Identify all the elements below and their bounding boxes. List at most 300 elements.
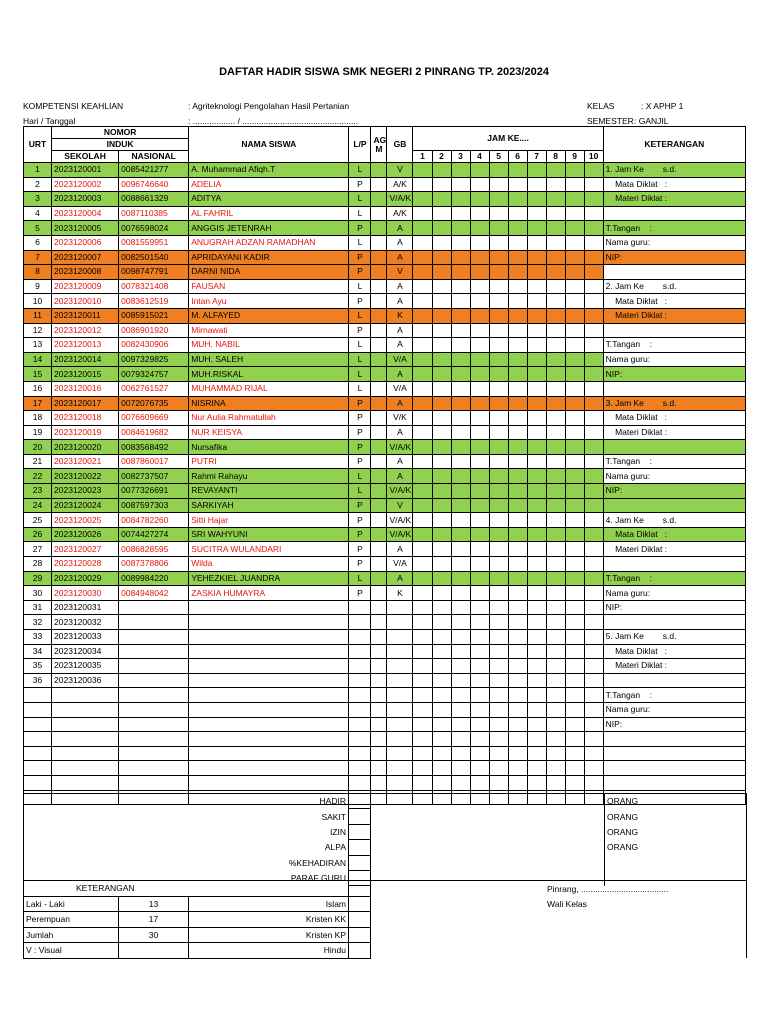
keterangan-cell: 5. Jam Ke s.d. — [603, 630, 745, 645]
jam-cell — [489, 484, 508, 499]
jam-cell — [451, 163, 470, 178]
keterangan-cell: NIP: — [603, 484, 745, 499]
gender-cell: P — [349, 396, 371, 411]
sekolah-number: 2023120016 — [52, 381, 119, 396]
table-row — [24, 250, 746, 265]
jam-cell — [565, 338, 584, 353]
jam-cell — [432, 644, 451, 659]
jam-cell — [470, 513, 489, 528]
nasional-number — [119, 630, 189, 645]
row-number — [24, 688, 52, 703]
jam-cell — [489, 571, 508, 586]
jam-cell — [565, 352, 584, 367]
gender-cell: P — [349, 294, 371, 309]
jam-cell — [527, 732, 546, 747]
jam-cell — [508, 279, 527, 294]
sekolah-number: 2023120019 — [52, 425, 119, 440]
jam-cell — [565, 469, 584, 484]
table-row — [24, 527, 746, 542]
jam-cell — [451, 630, 470, 645]
jam-cell — [413, 688, 432, 703]
jam-cell — [451, 411, 470, 426]
jam-cell — [546, 440, 565, 455]
jam-cell — [451, 600, 470, 615]
gb-cell: V/A/K — [387, 484, 413, 499]
sekolah-number: 2023120008 — [52, 265, 119, 280]
jam-cell — [451, 702, 470, 717]
jam-cell — [565, 367, 584, 382]
jam-cell — [470, 630, 489, 645]
jam-cell — [546, 265, 565, 280]
jam-cell — [432, 469, 451, 484]
jam-cell — [565, 396, 584, 411]
row-number: 19 — [24, 425, 52, 440]
sekolah-number: 2023120012 — [52, 323, 119, 338]
table-row — [24, 440, 746, 455]
jam-cell — [565, 265, 584, 280]
sekolah-number: 2023120031 — [52, 600, 119, 615]
jam-cell — [470, 557, 489, 572]
sekolah-number: 2023120001 — [52, 163, 119, 178]
agama-cell — [371, 308, 387, 323]
jam-cell — [584, 411, 603, 426]
jam-cell — [432, 484, 451, 499]
nasional-number: 0086901920 — [119, 323, 189, 338]
row-number: 20 — [24, 440, 52, 455]
sekolah-number: 2023120020 — [52, 440, 119, 455]
jam-cell — [565, 484, 584, 499]
jam-cell — [432, 308, 451, 323]
jam-cell — [413, 206, 432, 221]
jam-cell — [470, 571, 489, 586]
jam-cell — [470, 542, 489, 557]
jam-cell — [470, 367, 489, 382]
agama-cell — [371, 600, 387, 615]
jam-cell — [527, 513, 546, 528]
jam-cell — [584, 250, 603, 265]
jam-cell — [451, 717, 470, 732]
jam-cell — [508, 294, 527, 309]
keterangan-cell: Mata Diklat : — [603, 177, 745, 192]
keterangan-cell: T.Tangan : — [603, 221, 745, 236]
sekolah-number: 2023120033 — [52, 630, 119, 645]
student-name: MUH. SALEH — [189, 352, 349, 367]
row-number: 9 — [24, 279, 52, 294]
gb-cell: V/A/K — [387, 440, 413, 455]
student-name: APRIDAYANI KADIR — [189, 250, 349, 265]
gender-cell: P — [349, 527, 371, 542]
jam-cell — [565, 761, 584, 776]
table-row — [24, 732, 746, 747]
agama-cell — [371, 279, 387, 294]
keterangan-cell — [603, 615, 745, 630]
gender-cell: L — [349, 279, 371, 294]
jam-cell — [432, 498, 451, 513]
nasional-number: 0082737507 — [119, 469, 189, 484]
jam-cell — [413, 557, 432, 572]
jam-cell — [527, 235, 546, 250]
notes-spacer — [371, 840, 605, 855]
jam-cell — [546, 294, 565, 309]
table-row — [24, 206, 746, 221]
sekolah-number: 2023120025 — [52, 513, 119, 528]
jam-cell — [527, 673, 546, 688]
jam-cell — [413, 513, 432, 528]
jam-cell — [527, 411, 546, 426]
nasional-number — [119, 615, 189, 630]
gb-cell: A — [387, 571, 413, 586]
sekolah-number: 2023120002 — [52, 177, 119, 192]
summary-row — [24, 896, 747, 912]
jam-cell — [584, 396, 603, 411]
row-number — [24, 717, 52, 732]
jam-cell — [451, 775, 470, 790]
jam-cell — [508, 600, 527, 615]
table-row — [24, 396, 746, 411]
jam-cell — [527, 702, 546, 717]
jam-cell — [432, 294, 451, 309]
jam-cell — [527, 615, 546, 630]
jam-cell — [546, 527, 565, 542]
gender-cell — [349, 746, 371, 761]
jam-cell — [546, 338, 565, 353]
gb-cell: A — [387, 542, 413, 557]
jam-cell — [451, 571, 470, 586]
row-number — [24, 761, 52, 776]
agama-cell — [371, 425, 387, 440]
jam-cell — [451, 746, 470, 761]
sekolah-number: 2023120009 — [52, 279, 119, 294]
jam-cell — [508, 338, 527, 353]
jam-cell — [470, 498, 489, 513]
gb-cell — [387, 717, 413, 732]
table-row — [24, 702, 746, 717]
sekolah-number: 2023120006 — [52, 235, 119, 250]
jam-cell — [565, 381, 584, 396]
jam-cell — [546, 308, 565, 323]
gender-cell: P — [349, 440, 371, 455]
semester-value: : GANJIL — [634, 116, 669, 126]
table-row — [24, 513, 746, 528]
jam-cell — [432, 411, 451, 426]
row-number: 35 — [24, 659, 52, 674]
jam-cell — [584, 221, 603, 236]
sekolah-number: 2023120030 — [52, 586, 119, 601]
nasional-header: NASIONAL — [119, 151, 189, 163]
jam-cell — [470, 425, 489, 440]
gb-cell: V — [387, 163, 413, 178]
row-number: 17 — [24, 396, 52, 411]
jam-cell — [565, 206, 584, 221]
agama-cell — [371, 440, 387, 455]
notes-label: HADIR — [24, 794, 349, 809]
table-row — [24, 323, 746, 338]
agama-cell — [371, 775, 387, 790]
jam-cell — [470, 615, 489, 630]
sekolah-number: 2023120036 — [52, 673, 119, 688]
nasional-number: 0083568492 — [119, 440, 189, 455]
agama-cell — [371, 469, 387, 484]
gb-cell: A — [387, 425, 413, 440]
agama-label: Kristen KK — [189, 912, 349, 928]
jam-cell — [432, 177, 451, 192]
jam-cell — [489, 338, 508, 353]
jam-cell — [527, 600, 546, 615]
student-name — [189, 600, 349, 615]
jam-cell — [470, 702, 489, 717]
jam-cell — [546, 279, 565, 294]
jam-cell — [489, 294, 508, 309]
jam-cell — [489, 688, 508, 703]
notes-label: ALPA — [24, 840, 349, 855]
jam-cell — [451, 367, 470, 382]
gender-cell: L — [349, 381, 371, 396]
nasional-number: 0084619682 — [119, 425, 189, 440]
nasional-number: 0078321408 — [119, 279, 189, 294]
jam-cell — [546, 235, 565, 250]
jam-cell — [546, 761, 565, 776]
jam-cell — [527, 746, 546, 761]
jam-cell — [470, 323, 489, 338]
summary-value — [119, 943, 189, 959]
keterangan-cell: Nama guru: — [603, 586, 745, 601]
nasional-number: 0083612519 — [119, 294, 189, 309]
gb-cell — [387, 630, 413, 645]
agama-cell — [371, 294, 387, 309]
jam-cell — [432, 557, 451, 572]
jam-cell — [413, 308, 432, 323]
gender-cell: L — [349, 469, 371, 484]
sekolah-header: SEKOLAH — [52, 151, 119, 163]
keterangan-cell — [603, 498, 745, 513]
gb-cell: V/A — [387, 381, 413, 396]
gb-cell: V/A/K — [387, 513, 413, 528]
row-number: 27 — [24, 542, 52, 557]
jam-cell — [451, 557, 470, 572]
nomor-header: NOMOR — [52, 127, 189, 139]
jam-cell — [451, 644, 470, 659]
student-name: SARKIYAH — [189, 498, 349, 513]
jam-cell — [470, 396, 489, 411]
jam-cell — [451, 177, 470, 192]
keterangan-cell: NIP: — [603, 367, 745, 382]
jam-cell — [489, 308, 508, 323]
jam-cell — [584, 688, 603, 703]
jam-cell — [546, 732, 565, 747]
jam-cell — [584, 235, 603, 250]
jam-cell — [508, 425, 527, 440]
induk-header: INDUK — [52, 139, 189, 151]
agama-cell — [371, 717, 387, 732]
jam-cell — [584, 440, 603, 455]
student-name — [189, 688, 349, 703]
jam-cell — [432, 323, 451, 338]
sekolah-number: 2023120021 — [52, 454, 119, 469]
jam-col-2: 2 — [432, 151, 451, 163]
gender-cell — [349, 644, 371, 659]
sekolah-number: 2023120005 — [52, 221, 119, 236]
agama-value — [349, 896, 371, 912]
agama-cell — [371, 557, 387, 572]
jam-cell — [432, 688, 451, 703]
student-name: FAUSAN — [189, 279, 349, 294]
jam-cell — [565, 542, 584, 557]
jam-cell — [527, 250, 546, 265]
sekolah-number — [52, 732, 119, 747]
jam-cell — [470, 221, 489, 236]
jam-cell — [584, 630, 603, 645]
jam-cell — [451, 352, 470, 367]
sekolah-number: 2023120023 — [52, 484, 119, 499]
sekolah-number: 2023120010 — [52, 294, 119, 309]
agama-value — [349, 943, 371, 959]
summary-spacer — [349, 881, 371, 897]
notes-value — [349, 840, 371, 855]
nasional-number — [119, 732, 189, 747]
row-number: 8 — [24, 265, 52, 280]
jam-cell — [584, 542, 603, 557]
jam-cell — [432, 513, 451, 528]
notes-unit: ORANG — [605, 809, 747, 824]
jam-cell — [432, 338, 451, 353]
table-row — [24, 586, 746, 601]
jam-cell — [546, 454, 565, 469]
jam-cell — [432, 571, 451, 586]
gb-cell: V — [387, 498, 413, 513]
jam-cell — [413, 600, 432, 615]
summary-row — [24, 912, 747, 928]
jam-cell — [489, 615, 508, 630]
jam-cell — [470, 454, 489, 469]
jam-cell — [584, 367, 603, 382]
sekolah-number: 2023120007 — [52, 250, 119, 265]
gb-cell — [387, 775, 413, 790]
jam-cell — [432, 352, 451, 367]
sekolah-number: 2023120027 — [52, 542, 119, 557]
jam-cell — [584, 323, 603, 338]
agama-cell — [371, 367, 387, 382]
jam-cell — [413, 571, 432, 586]
jam-cell — [508, 542, 527, 557]
sekolah-number: 2023120017 — [52, 396, 119, 411]
jam-cell — [432, 761, 451, 776]
jam-cell — [432, 542, 451, 557]
jam-cell — [508, 615, 527, 630]
gb-cell: K — [387, 586, 413, 601]
notes-value — [349, 824, 371, 839]
jam-cell — [527, 338, 546, 353]
jam-cell — [489, 673, 508, 688]
jam-cell — [489, 352, 508, 367]
keterangan-cell — [603, 557, 745, 572]
notes-unit: ORANG — [605, 824, 747, 839]
jam-cell — [451, 440, 470, 455]
jam-cell — [565, 630, 584, 645]
jam-cell — [413, 527, 432, 542]
kompetensi-value: : Agriteknologi Pengolahan Hasil Pertanian — [188, 101, 350, 111]
jam-cell — [508, 206, 527, 221]
sekolah-number — [52, 746, 119, 761]
jam-cell — [470, 527, 489, 542]
jam-cell — [546, 586, 565, 601]
jam-cell — [432, 425, 451, 440]
row-number: 16 — [24, 381, 52, 396]
agama-cell — [371, 688, 387, 703]
nasional-number: 0081559951 — [119, 235, 189, 250]
jam-cell — [565, 586, 584, 601]
jam-cell — [508, 732, 527, 747]
jam-cell — [489, 557, 508, 572]
jam-cell — [470, 688, 489, 703]
jam-cell — [584, 338, 603, 353]
jam-cell — [413, 250, 432, 265]
agama-cell — [371, 673, 387, 688]
notes-value — [349, 809, 371, 824]
gender-cell: P — [349, 454, 371, 469]
row-number: 22 — [24, 469, 52, 484]
nasional-number — [119, 702, 189, 717]
table-row — [24, 338, 746, 353]
gb-cell — [387, 673, 413, 688]
jam-cell — [470, 586, 489, 601]
agama-cell — [371, 192, 387, 207]
nasional-number — [119, 761, 189, 776]
table-row — [24, 688, 746, 703]
table-row — [24, 279, 746, 294]
jam-cell — [413, 294, 432, 309]
agama-cell — [371, 396, 387, 411]
jam-cell — [451, 542, 470, 557]
nasional-number: 0085915021 — [119, 308, 189, 323]
table-row — [24, 571, 746, 586]
keterangan-cell: T.Tangan : — [603, 338, 745, 353]
jam-cell — [489, 265, 508, 280]
jam-cell — [546, 206, 565, 221]
jam-cell — [546, 177, 565, 192]
jam-cell — [527, 630, 546, 645]
jam-cell — [451, 732, 470, 747]
row-number: 32 — [24, 615, 52, 630]
jam-cell — [565, 775, 584, 790]
agama-cell — [371, 265, 387, 280]
jam-cell — [451, 279, 470, 294]
row-number: 30 — [24, 586, 52, 601]
jam-cell — [546, 367, 565, 382]
jam-cell — [413, 411, 432, 426]
jam-cell — [508, 673, 527, 688]
jam-cell — [565, 615, 584, 630]
agama-cell — [371, 411, 387, 426]
row-number: 21 — [24, 454, 52, 469]
jam-cell — [489, 732, 508, 747]
jam-cell — [508, 250, 527, 265]
jam-cell — [527, 440, 546, 455]
jam-cell — [584, 454, 603, 469]
jam-cell — [489, 630, 508, 645]
jam-cell — [432, 600, 451, 615]
sekolah-number: 2023120028 — [52, 557, 119, 572]
gender-cell — [349, 673, 371, 688]
table-row — [24, 192, 746, 207]
table-row — [24, 746, 746, 761]
jam-cell — [508, 454, 527, 469]
keterangan-label: KETERANGAN — [24, 881, 349, 897]
row-number: 36 — [24, 673, 52, 688]
jam-col-7: 7 — [527, 151, 546, 163]
jam-cell — [508, 323, 527, 338]
nasional-number: 0084948042 — [119, 586, 189, 601]
jam-cell — [565, 323, 584, 338]
